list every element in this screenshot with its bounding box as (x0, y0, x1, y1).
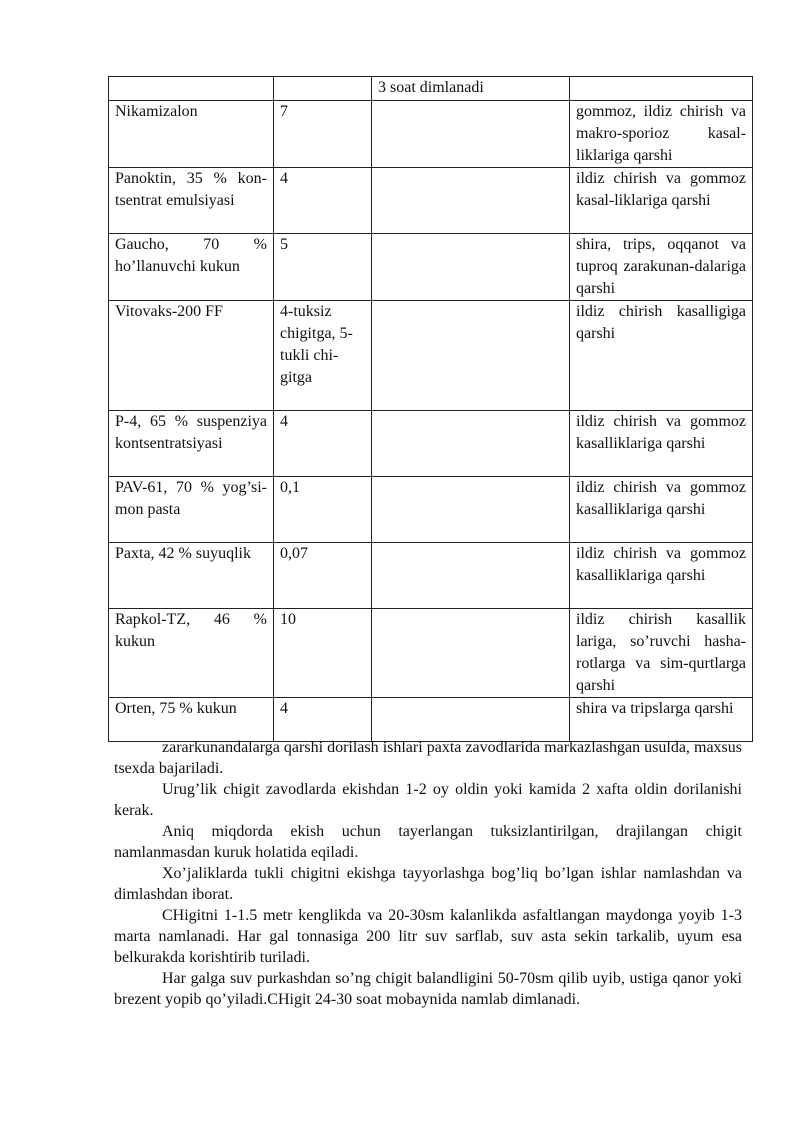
method-cell (372, 411, 570, 477)
target-pests: ildiz chirish va gommoz kasal-liklariga qarshi (570, 168, 753, 234)
paragraph: Urug’lik chigit zavodlarda ekishdan 1-2 oy oldin yoki kamida 2 xafta oldin dorilanishi kerak. (114, 781, 742, 819)
table-cell (570, 77, 753, 101)
preparation-name: P-4, 65 % suspenziya kontsentratsiyasi (109, 411, 274, 477)
paragraph: Aniq miqdorda ekish uchun tayerlangan tuksizlantirilgan, drajilangan chigit namlanmasdan kuruk holatida eqiladi. (114, 823, 742, 861)
preparation-name: Rapkol-TZ, 46 % kukun (109, 609, 274, 698)
table-cell (109, 77, 274, 101)
table-row (109, 609, 753, 698)
table-cell (274, 77, 372, 101)
dose-value: 10 (274, 609, 372, 698)
dose-value: 7 (274, 101, 372, 168)
table-cell: 3 soat dimlanadi (372, 77, 570, 101)
preparation-name: Orten, 75 % kukun (109, 698, 274, 742)
preparation-name: Nikamizalon (109, 101, 274, 168)
target-pests: gommoz, ildiz chirish va makro-sporioz kasal-liklariga qarshi (570, 101, 753, 168)
target-pests: shira, trips, oqqanot va tuproq zarakunan-dalariga qarshi (570, 234, 753, 301)
paragraph: CHigitni 1-1.5 metr kenglikda va 20-30sm kalanlikda asfaltlangan maydonga yoyib 1-3 marta namlanadi. Har gal tonnasiga 200 litr suv sarflab, suv asta sekin tarkalib, uyum esa belkurakda korishtirib turiladi. (114, 907, 742, 966)
method-cell (372, 609, 570, 698)
dose-value: 0,1 (274, 477, 372, 543)
preparation-name: Gaucho, 70 % ho’llanuvchi kukun (109, 234, 274, 301)
table-row (109, 168, 753, 234)
target-pests: ildiz chirish va gommoz kasalliklariga qarshi (570, 411, 753, 477)
table-row (109, 477, 753, 543)
paragraph: Xo’jaliklarda tukli chigitni ekishga tayyorlashga bog’liq bo’lgan ishlar namlashdan va dimlashdan iborat. (114, 865, 742, 903)
table-row (109, 234, 753, 301)
paragraph: Har galga suv purkashdan so’ng chigit balandligini 50-70sm qilib uyib, ustiga qanor yoki brezent yopib qo’yiladi.CHigit 24-30 soat mobaynida namlab dimlanadi. (114, 970, 742, 1008)
table-row (109, 411, 753, 477)
dose-value: 4 (274, 168, 372, 234)
method-cell (372, 543, 570, 609)
target-pests: ildiz chirish kasallik lariga, so’ruvchi hasha-rotlarga va sim-qurtlarga qarshi (570, 609, 753, 698)
dose-value: 5 (274, 234, 372, 301)
target-pests: ildiz chirish va gommoz kasalliklariga qarshi (570, 477, 753, 543)
target-pests: shira va tripslarga qarshi (570, 698, 753, 742)
method-cell (372, 101, 570, 168)
target-pests: ildiz chirish kasalligiga qarshi (570, 301, 753, 411)
target-pests: ildiz chirish va gommoz kasalliklariga qarshi (570, 543, 753, 609)
table-row (109, 543, 753, 609)
dose-value: 0,07 (274, 543, 372, 609)
method-cell (372, 477, 570, 543)
method-cell (372, 168, 570, 234)
table-header-row (109, 77, 753, 101)
preparation-name: Panoktin, 35 % kon-tsentrat emulsiyasi (109, 168, 274, 234)
method-cell (372, 234, 570, 301)
method-cell (372, 698, 570, 742)
body-text (114, 737, 742, 1010)
preparation-name: Paxta, 42 % suyuqlik (109, 543, 274, 609)
preparation-name: PAV-61, 70 % yog’si-mon pasta (109, 477, 274, 543)
treatment-table (108, 76, 753, 742)
method-cell (372, 301, 570, 411)
paragraph: zararkunandalarga qarshi dorilash ishlari paxta zavodlarida markazlashgan usulda, maxsus tsexda bajariladi. (114, 739, 742, 777)
preparation-name: Vitovaks-200 FF (109, 301, 274, 411)
table-row (109, 101, 753, 168)
dose-value: 4-tuksiz chigitga, 5-tukli chi-gitga (274, 301, 372, 411)
dose-value: 4 (274, 411, 372, 477)
table-row (109, 301, 753, 411)
table-row (109, 698, 753, 742)
dose-value: 4 (274, 698, 372, 742)
